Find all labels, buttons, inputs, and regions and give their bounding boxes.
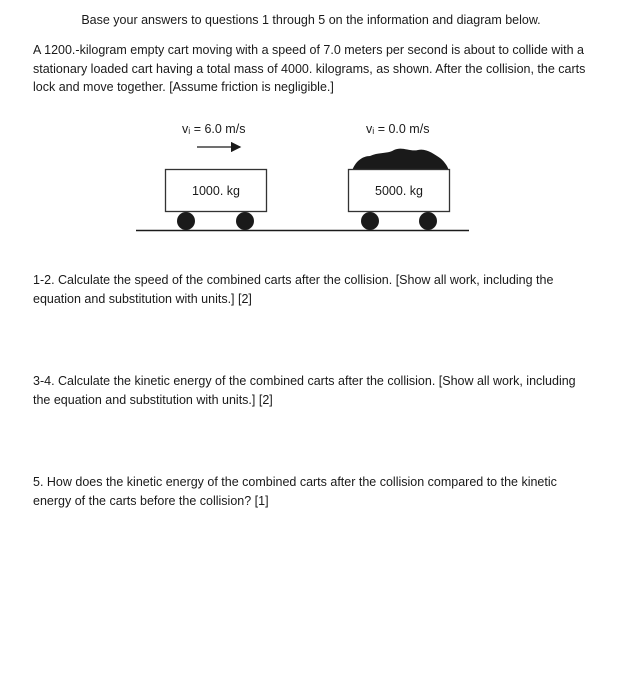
cart1-velocity-label: vᵢ = 6.0 m/s	[182, 122, 246, 136]
question-3-4: 3-4. Calculate the kinetic energy of the combined carts after the collision. [Show all work, including the equation and substitution with units.] [2]	[33, 374, 576, 407]
instructions-heading: Base your answers to questions 1 through 5 on the information and diagram below.	[81, 13, 541, 27]
cart1-mass-label: 1000. kg	[192, 184, 240, 198]
cart2-wheel-rear	[419, 212, 437, 230]
question-1-2: 1-2. Calculate the speed of the combined carts after the collision. [Show all work, including the equation and substitution with units.] [2]	[33, 273, 554, 306]
cargo-load-icon	[352, 149, 449, 171]
question-5: 5. How does the kinetic energy of the combined carts after the collision compared to the kinetic energy of the carts before the collision? [1]	[33, 475, 557, 508]
collision-diagram	[0, 110, 622, 240]
empty-cart	[166, 170, 267, 231]
scenario-paragraph: A 1200.-kilogram empty cart moving with a speed of 7.0 meters per second is about to collide with a stationary loaded cart having a total mass of 4000. kilograms, as shown. After the collision, the carts lock and move together. [Assume friction is negligible.]	[33, 43, 586, 94]
cart2-wheel-front	[361, 212, 379, 230]
cart1-wheel-rear	[236, 212, 254, 230]
cart2-velocity-label: vᵢ = 0.0 m/s	[366, 122, 430, 136]
cart1-wheel-front	[177, 212, 195, 230]
loaded-cart	[349, 149, 450, 230]
cart2-mass-label: 5000. kg	[375, 184, 423, 198]
